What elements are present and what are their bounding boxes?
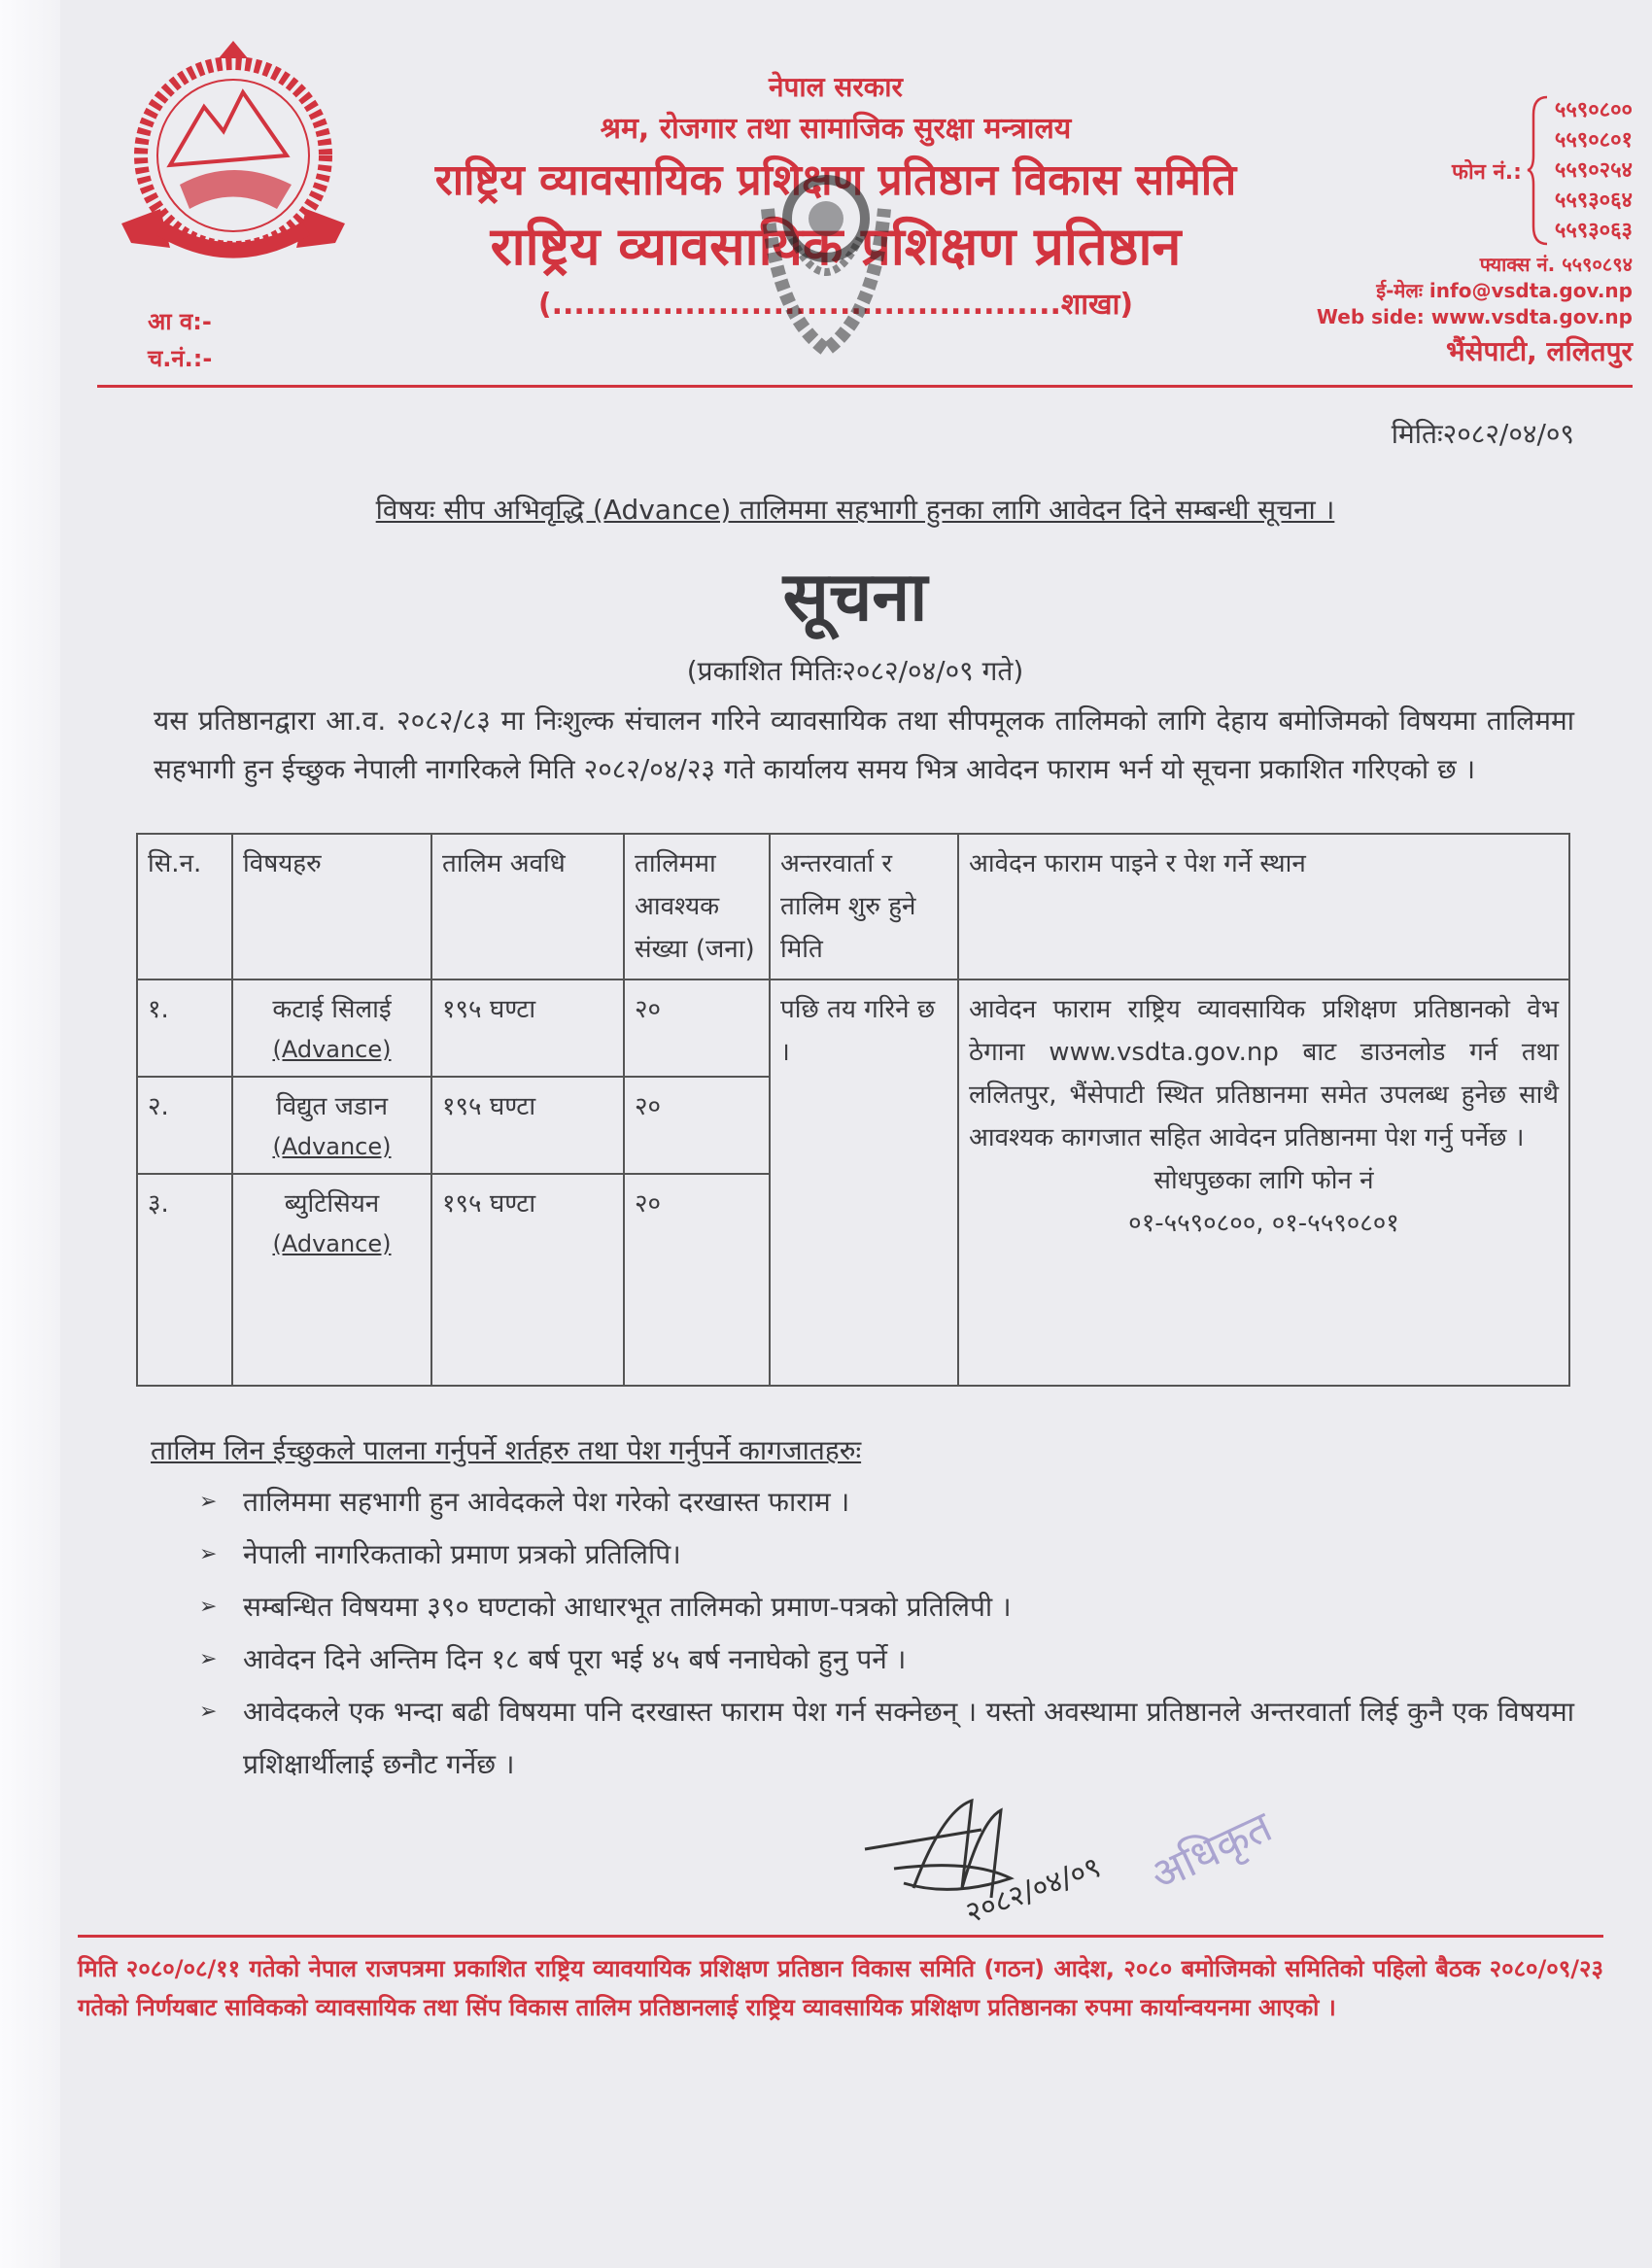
fiscal-year-label: आ व:-: [148, 308, 212, 335]
signature-date: २०८२/०४/०९: [961, 1850, 1106, 1931]
inquiry-phones: ०१-५५९०८००, ०१-५५९०८०१: [1128, 1209, 1399, 1238]
place-text: आवेदन फाराम राष्ट्रिय व्यावसायिक प्रशिक्षण प्रतिष्ठानको वेभ ठेगाना www.vsdta.gov.np बाट डाउनलोड गर्न तथा ललितपुर, भैंसेपाटी स्थित प्रतिष्ठानमा समेत उपलब्ध हुनेछ साथै आवश्यक कागजात सहित आवेदन प्रतिष्ठानमा पेश गर्नु पर्नेछ ।: [969, 995, 1559, 1152]
col-header-interview-date: अन्तरवार्ता र तालिम शुरु हुने मिति: [770, 834, 958, 979]
location: भैंसेपाटी, ललितपुर: [1445, 335, 1633, 367]
cell-count: २०: [624, 979, 770, 1077]
letter-date: मितिः२०८२/०४/०९: [1391, 418, 1574, 450]
table-header-row: [137, 834, 1569, 979]
branch-field: (..............................................शाखा): [537, 288, 1134, 322]
subject-name: कटाई सिलाई: [272, 995, 392, 1024]
phone-list: [1555, 95, 1633, 246]
col-header-count: तालिममा आवश्यक संख्या (जना): [624, 834, 770, 979]
cell-place: [958, 979, 1569, 1386]
website: Web side: www.vsdta.gov.np: [1316, 305, 1633, 328]
signature-block: [855, 1791, 1341, 1931]
list-item: [199, 1686, 1574, 1791]
cell-subject: [232, 979, 431, 1077]
govt-name: नेपाल सरकार: [768, 71, 904, 103]
conditions-heading: तालिम लिन ईच्छुकले पालना गर्नुपर्ने शर्तहरु तथा पेश गर्नुपर्ने कागजातहरुः: [151, 1434, 862, 1466]
subject-text: विषयः सीप अभिवृद्धि (Advance) तालिममा सहभागी हुनका लागि आवेदन दिने सम्बन्धी सूचना ।: [375, 494, 1335, 526]
list-item: [199, 1476, 1574, 1529]
letterhead: [78, 39, 1633, 377]
training-table: [136, 833, 1570, 1387]
authority-stamp: अधिकृत: [1143, 1802, 1280, 1902]
cell-sn: १.: [137, 979, 232, 1077]
cell-interview-date: पछि तय गरिने छ ।: [770, 979, 958, 1386]
subject-name: ब्युटिसियन: [284, 1189, 380, 1219]
cell-subject: [232, 1174, 431, 1386]
condition-text: सम्बन्धित विषयमा ३९० घण्टाको आधारभूत तालिमको प्रमाण-पत्रको प्रतिलिपी ।: [243, 1591, 1012, 1623]
letterhead-right: [1312, 39, 1633, 373]
list-item: [199, 1529, 1574, 1581]
ministry-name: श्रम, रोजगार तथा सामाजिक सुरक्षा मन्त्रालय: [600, 112, 1072, 146]
intro-paragraph: यस प्रतिष्ठानद्वारा आ.व. २०८२/८३ मा निःशुल्क संचालन गरिने व्यावसायिक तथा सीपमूलक तालिमको लागि देहाय बमोजिमको विषयमा तालिममा सहभागी हुन ईच्छुक नेपाली नागरिकले मिति २०८२/०४/२३ गते कार्यालय समय भित्र आवेदन फाराम भर्न यो सूचना प्रकाशित गरिएको छ ।: [154, 704, 1574, 785]
notice-title: सूचना: [782, 557, 928, 636]
phone-block: [1312, 95, 1633, 246]
arrow-bullet-icon: ➢: [199, 1490, 218, 1514]
col-header-subject: विषयहरु: [232, 834, 431, 979]
arrow-bullet-icon: ➢: [199, 1542, 218, 1566]
letterhead-left: [78, 39, 360, 377]
condition-text: तालिममा सहभागी हुन आवेदकले पेश गरेको दरखास्त फाराम ।: [243, 1486, 850, 1518]
cell-duration: १९५ घण्टा: [431, 1174, 624, 1386]
email-address: ई-मेलः info@vsdta.gov.np: [1376, 279, 1633, 302]
condition-text: आवेदकले एक भन्दा बढी विषयमा पनि दरखास्त फाराम पेश गर्न सक्नेछन् । यस्तो अवस्थामा प्रतिष्ठानले अन्तरवार्ता लिई कुनै एक विषयमा प्रशिक्षार्थीलाई छनौट गर्नेछ ।: [243, 1696, 1574, 1780]
col-header-place: आवेदन फाराम पाइने र पेश गर्ने स्थान: [958, 834, 1569, 979]
list-item: [199, 1633, 1574, 1686]
dispatch-no-label: च.नं.:-: [148, 345, 213, 372]
phone-number: ५५९३०६३: [1554, 219, 1633, 243]
inquiry-label: सोधपुछका लागि फोन नं: [1153, 1166, 1374, 1195]
header-divider: [97, 385, 1633, 388]
phone-number: ५५९०२५४: [1554, 158, 1633, 183]
cell-subject: [232, 1077, 431, 1174]
cell-duration: १९५ घण्टा: [431, 979, 624, 1077]
subject-level: (Advance): [272, 1133, 392, 1160]
subject-line: [78, 491, 1633, 530]
cell-duration: १९५ घण्टा: [431, 1077, 624, 1174]
subject-level: (Advance): [272, 1230, 392, 1257]
cell-count: २०: [624, 1174, 770, 1386]
cell-count: २०: [624, 1077, 770, 1174]
col-header-sn: सि.न.: [137, 834, 232, 979]
cell-sn: ३.: [137, 1174, 232, 1386]
condition-text: नेपाली नागरिकताको प्रमाण प्रत्रको प्रतिलिपि।: [243, 1538, 681, 1570]
phone-number: ५५९३०६४: [1554, 189, 1633, 213]
footer-note: मिति २०८०/०८/११ गतेको नेपाल राजपत्रमा प्रकाशित राष्ट्रिय व्यावयायिक प्रशिक्षण प्रतिष्ठान विकास समिति (गठन) आदेश, २०८० बमोजिमको समितिको पहिलो बैठक २०८०/०९/२३ गतेको निर्णयबाट साविकको व्यावसायिक तथा सिंप विकास तालिम प्रतिष्ठानलाई राष्ट्रिय व्यावसायिक प्रशिक्षण प्रतिष्ठानका रुपमा कार्यान्वयनमा आएको ।: [78, 1935, 1603, 2027]
arrow-bullet-icon: ➢: [199, 1700, 218, 1724]
reference-fields: [148, 303, 360, 377]
phone-label: फोन नं.:: [1452, 159, 1522, 185]
col-header-duration: तालिम अवधि: [431, 834, 624, 979]
phone-number: ५५९०८००: [1554, 98, 1633, 122]
cell-sn: २.: [137, 1077, 232, 1174]
list-item: [199, 1581, 1574, 1633]
contact-block: [1312, 252, 1633, 373]
brace-icon: [1526, 95, 1551, 246]
nepal-emblem-logo: [112, 39, 364, 282]
arrow-bullet-icon: ➢: [199, 1595, 218, 1619]
table-row: [137, 979, 1569, 1077]
condition-text: आवेदन दिने अन्तिम दिन १८ बर्ष पूरा भई ४५ बर्ष ननाघेको हुनु पर्ने ।: [243, 1643, 907, 1675]
institute-name: राष्ट्रिय व्यावसायिक प्रशिक्षण प्रतिष्ठान: [490, 216, 1182, 277]
letterhead-center: [369, 39, 1302, 326]
subject-name: विद्युत जडान: [275, 1092, 389, 1121]
conditions-list: [199, 1476, 1574, 1791]
arrow-bullet-icon: ➢: [199, 1647, 218, 1671]
subject-level: (Advance): [272, 1036, 392, 1063]
fax-number: फ्याक्स नं. ५५९०८९४: [1479, 253, 1633, 276]
committee-name: राष्ट्रिय व्यावसायिक प्रशिक्षण प्रतिष्ठान विकास समिति: [434, 155, 1237, 205]
phone-number: ५५९०८०१: [1554, 128, 1633, 153]
published-date: (प्रकाशित मितिः२०८२/०४/०९ गते): [686, 655, 1024, 687]
